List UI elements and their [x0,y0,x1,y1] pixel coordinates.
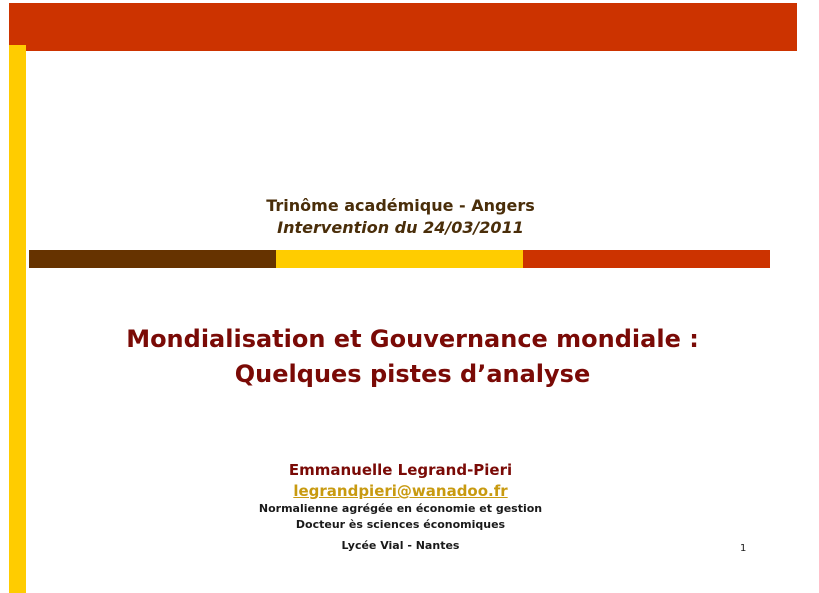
author-info [0,459,819,554]
author-name: Emmanuelle Legrand-Pieri [288,461,513,479]
author-email-link[interactable]: legrandpieri@wanadoo.fr [293,482,508,500]
slide-title [0,322,819,392]
slide-title-line-1: Mondialisation et Gouvernance mondiale : [126,325,699,353]
event-header [0,195,819,239]
divider-segment-red [523,250,770,268]
top-decorative-bar [9,3,797,51]
author-credential-1: Normalienne agrégée en économie et gestion [258,502,543,515]
slide-title-line-2: Quelques pistes d’analyse [234,360,591,388]
event-date: Intervention du 24/03/2011 [277,218,524,237]
event-title: Trinôme académique - Angers [266,196,535,215]
author-credential-2: Docteur ès sciences économiques [295,518,506,531]
page-number: 1 [740,543,747,554]
divider-segment-brown [29,250,276,268]
divider-segment-yellow [276,250,523,268]
author-school: Lycée Vial - Nantes [341,539,460,552]
